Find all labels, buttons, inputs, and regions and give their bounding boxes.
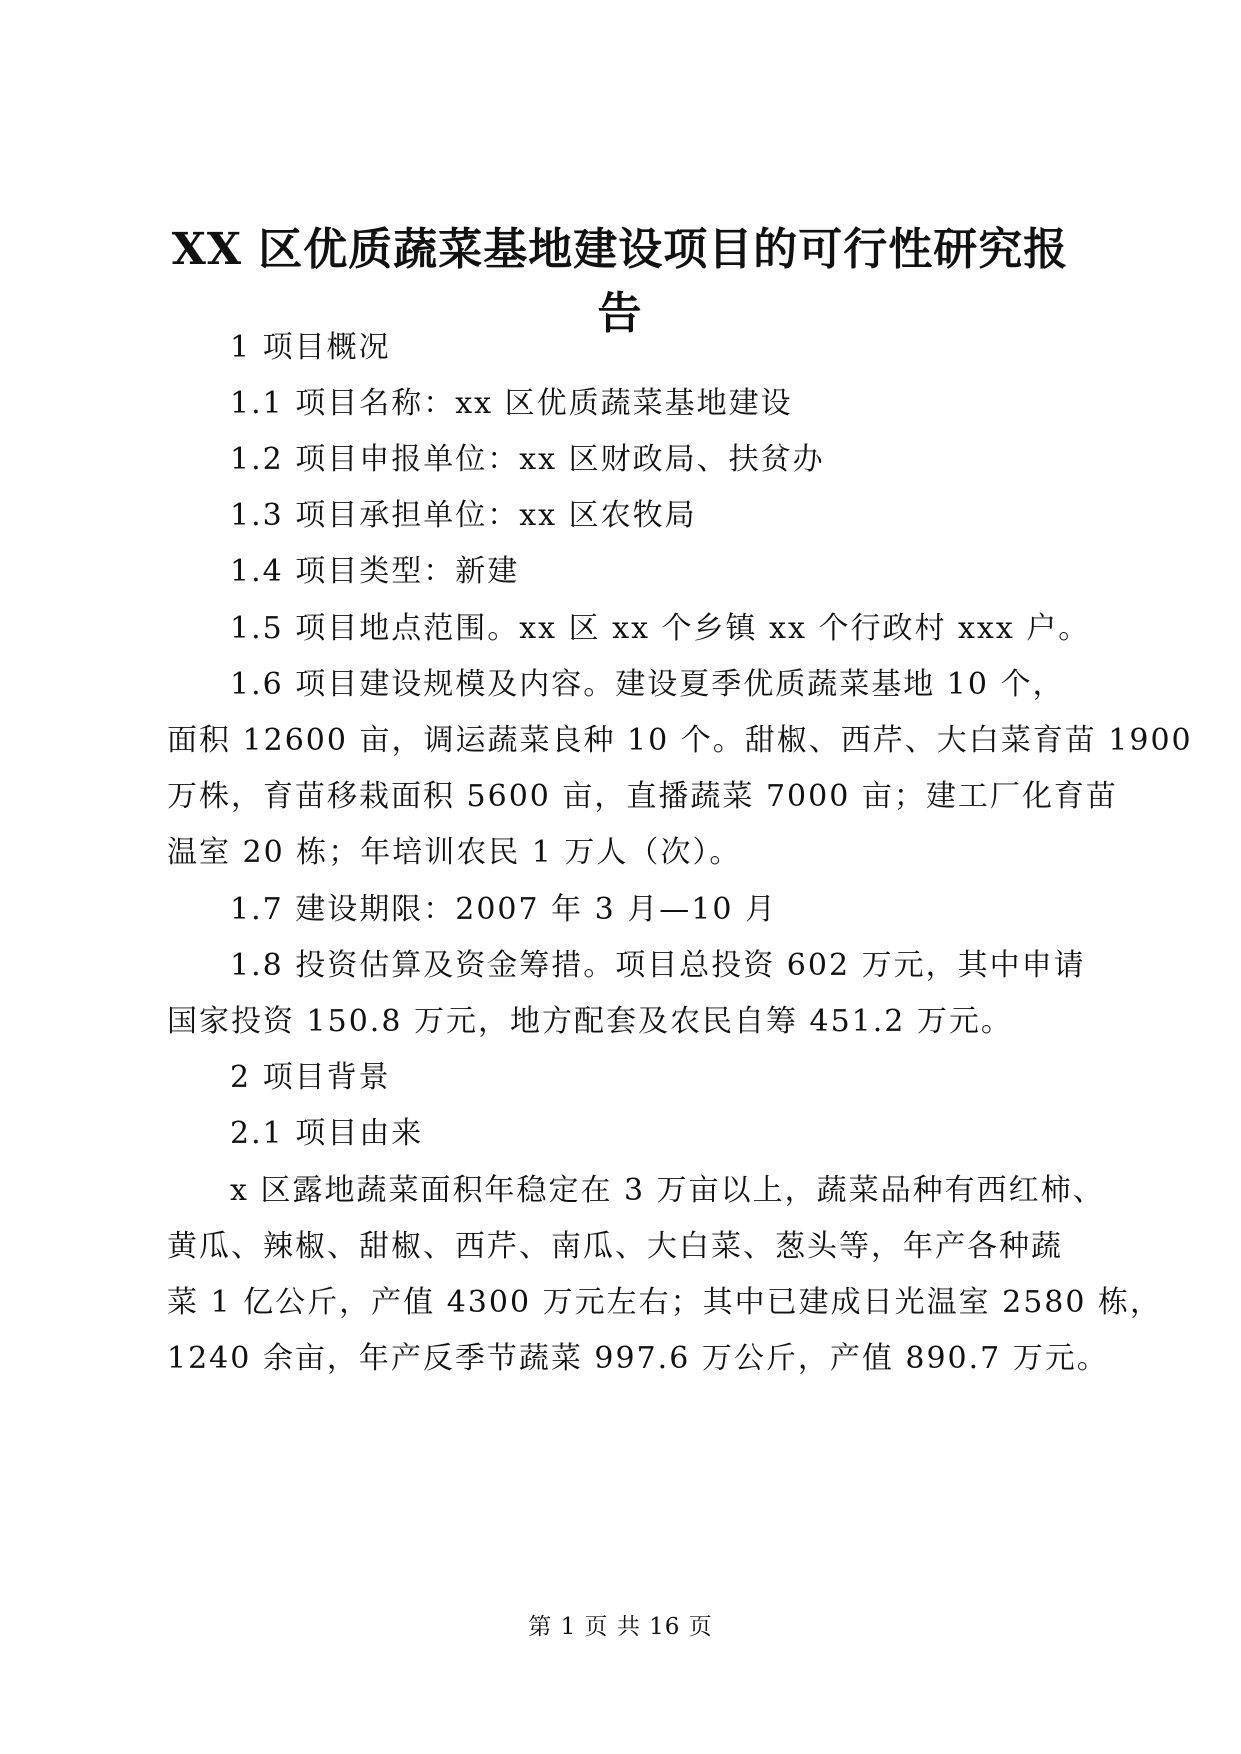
paragraph-line: 1.4 项目类型：新建 [230, 554, 520, 589]
paragraph-line: 1.7 建设期限：2007 年 3 月—10 月 [230, 892, 777, 927]
section-heading-1: 1 项目概况 [230, 330, 391, 365]
page-footer: 第 1 页 共 16 页 [528, 1614, 713, 1640]
paragraph-line: 菜 1 亿公斤，产值 4300 万元左右；其中已建成日光温室 2580 栋， [167, 1285, 1162, 1320]
paragraph-line: 1.3 项目承担单位：xx 区农牧局 [230, 498, 697, 533]
paragraph-line: 温室 20 栋；年培训农民 1 万人（次）。 [167, 835, 742, 870]
paragraph-line: 1.2 项目申报单位：xx 区财政局、扶贫办 [230, 442, 825, 477]
paragraph-line: 1.5 项目地点范围。xx 区 xx 个乡镇 xx 个行政村 xxx 户。 [230, 611, 1091, 646]
title-line-1: XX 区优质蔬菜基地建设项目的可行性研究报 [171, 224, 1069, 275]
paragraph-line: 1240 余亩，年产反季节蔬菜 997.6 万公斤，产值 890.7 万元。 [167, 1341, 1109, 1376]
paragraph-line: 1.8 投资估算及资金筹措。项目总投资 602 万元，其中申请 [230, 948, 1086, 983]
title-line-2: 告 [597, 288, 643, 339]
paragraph-line: 黄瓜、辣椒、甜椒、西芹、南瓜、大白菜、葱头等，年产各种蔬 [167, 1229, 1063, 1264]
paragraph-line: 1.6 项目建设规模及内容。建设夏季优质蔬菜基地 10 个， [230, 667, 1065, 702]
paragraph-line: 万株，育苗移栽面积 5600 亩，直播蔬菜 7000 亩；建工厂化育苗 [167, 779, 1118, 814]
paragraph-line: 1.1 项目名称：xx 区优质蔬菜基地建设 [230, 386, 793, 421]
subsection-heading: 2.1 项目由来 [230, 1116, 424, 1151]
paragraph-line: 面积 12600 亩，调运蔬菜良种 10 个。甜椒、西芹、大白菜育苗 1900 [167, 723, 1193, 758]
paragraph-line: 国家投资 150.8 万元，地方配套及农民自筹 451.2 万元。 [167, 1004, 1013, 1039]
paragraph-line: x 区露地蔬菜面积年稳定在 3 万亩以上，蔬菜品种有西红柿、 [230, 1173, 1105, 1208]
section-heading-2: 2 项目背景 [230, 1060, 391, 1095]
